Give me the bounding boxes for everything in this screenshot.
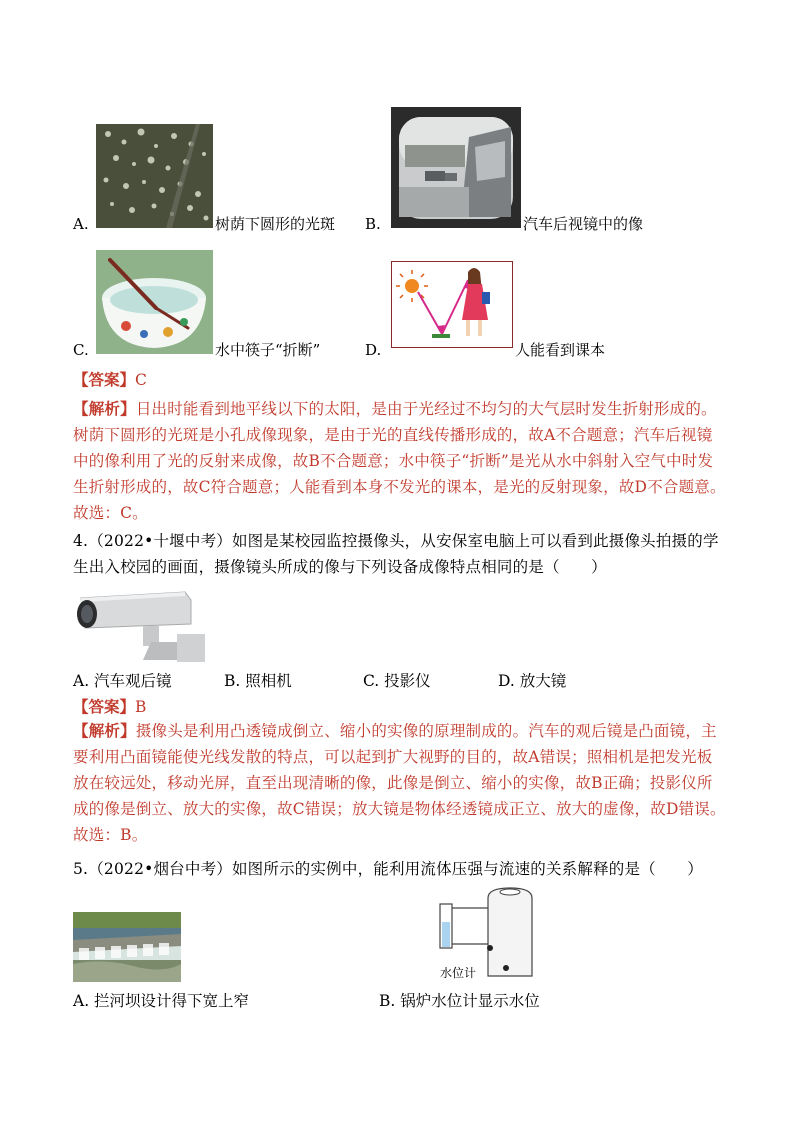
girl-book-illustration <box>391 261 513 348</box>
q3-answer <box>73 370 147 390</box>
q5-option-a: A. 拦河坝设计得下宽上窄 <box>73 992 250 1010</box>
boiler-gauge-label: 水位计 <box>440 966 477 980</box>
answer-value: C <box>135 371 147 389</box>
answer-value: B <box>135 698 147 716</box>
option-letter: B. <box>365 215 381 233</box>
q4-option-a: A. 汽车观后镜 <box>73 672 172 690</box>
analysis-text: 摄像头是利用凸透镜成倒立、缩小的实像的原理制成的。汽车的观后镜是凸面镜，主要利用凸面镜能使光线发散的特点，可以起到扩大视野的目的，故A错误；照相机是把发光板放在较远处，移动光屏，直至出现清晰的像，此像是倒立、缩小的实像，故B正确；投影仪所成的像是倒立、放大的实像，故C错误；放大镜是物体经透镜成正立、放大的虚像，故D错误。故选：B。 <box>73 722 726 844</box>
option-text: 人能看到课本 <box>515 341 606 359</box>
q4-option-c: C. 投影仪 <box>363 672 431 690</box>
security-camera-photo <box>73 584 209 664</box>
q3-analysis <box>73 396 728 526</box>
q4-stem: 4.（2022•十堰中考）如图是某校园监控摄像头，从安保室电脑上可以看到此摄像头拍摄的学生出入校园的画面，摄像镜头所成的像与下列设备成像特点相同的是（ ） <box>73 532 719 576</box>
analysis-tag: 【解析】 <box>73 721 136 740</box>
answer-tag: 【答案】 <box>73 370 136 389</box>
q4-analysis <box>73 718 728 848</box>
answer-tag: 【答案】 <box>73 697 136 716</box>
dam-photo <box>73 912 181 982</box>
boiler-gauge-diagram <box>436 884 534 984</box>
option-text: 汽车后视镜中的像 <box>523 215 644 233</box>
q5-stem: 5.（2022•烟台中考）如图所示的实例中，能利用流体压强与流速的关系解释的是（ ） <box>73 860 703 878</box>
option-letter: D. <box>365 341 382 359</box>
analysis-text: 日出时能看到地平线以下的太阳，是由于光经过不均匀的大气层时发生折射形成的。树荫下圆形的光斑是小孔成像现象，是由于光的直线传播形成的，故A不合题意；汽车后视镜中的像利用了光的反射来成像，故B不合题意；水中筷子“折断”是光从水中斜射入空气中时发生折射形成的，故C符合题意；人能看到本身不发光的课本，是光的反射现象，故D不合题意。故选：C。 <box>73 400 726 522</box>
option-text: 树荫下圆形的光斑 <box>215 215 336 233</box>
chopstick-bowl-photo <box>96 250 213 354</box>
rearview-mirror-photo <box>391 107 521 228</box>
q4-option-b: B. 照相机 <box>224 672 292 690</box>
q4-answer <box>73 697 146 717</box>
option-letter: A. <box>73 215 89 233</box>
sun-icon <box>396 270 428 302</box>
q4-option-d: D. 放大镜 <box>498 672 567 690</box>
option-text: 水中筷子“折断” <box>215 341 321 359</box>
option-letter: C. <box>73 341 89 359</box>
tree-shade-photo <box>96 124 213 228</box>
analysis-tag: 【解析】 <box>73 399 136 418</box>
q5-option-b: B. 锅炉水位计显示水位 <box>379 992 540 1010</box>
